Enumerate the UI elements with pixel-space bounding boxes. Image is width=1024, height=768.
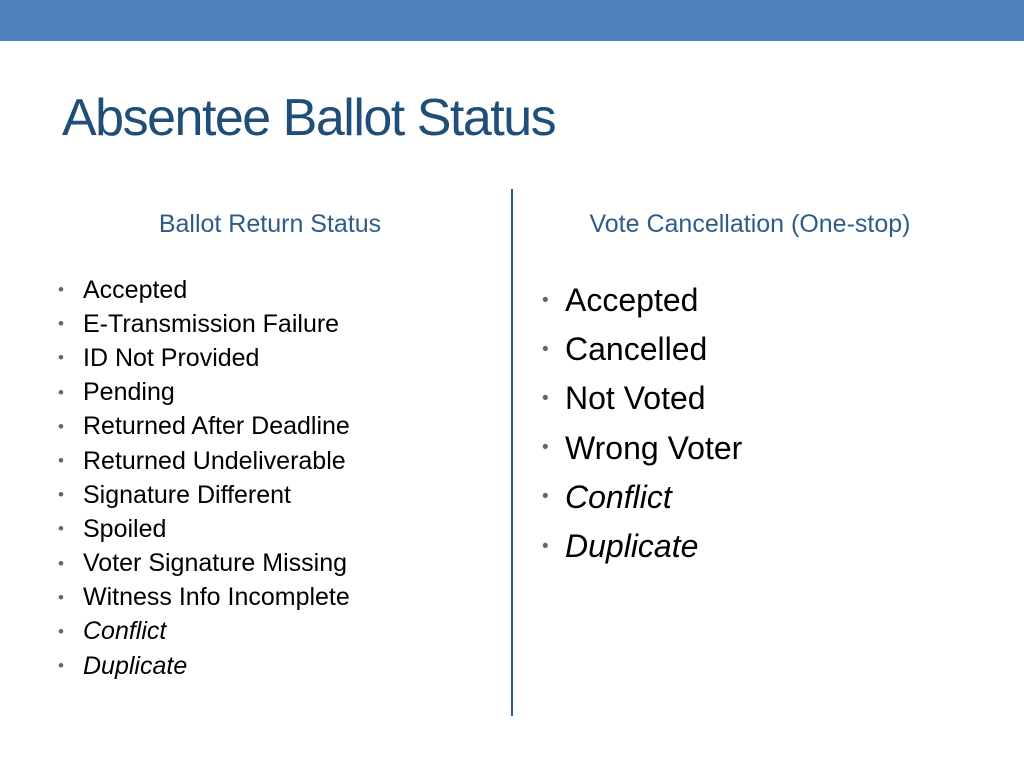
list-item xyxy=(58,307,350,341)
bullet-icon: • xyxy=(58,553,64,573)
list-item xyxy=(58,547,350,581)
list-item xyxy=(542,374,742,423)
bullet-icon: • xyxy=(58,451,64,471)
slide-title: Absentee Ballot Status xyxy=(62,89,556,147)
vote-cancellation-list xyxy=(542,276,742,571)
bullet-icon: • xyxy=(542,387,549,409)
bullet-icon: • xyxy=(58,314,64,334)
list-item-text: Signature Different xyxy=(83,480,291,509)
list-item-text: Wrong Voter xyxy=(565,429,743,466)
list-item xyxy=(542,522,742,571)
top-accent-band xyxy=(0,0,1024,41)
list-item xyxy=(58,478,350,512)
list-item xyxy=(542,325,742,374)
list-item-text: Returned Undeliverable xyxy=(83,446,346,475)
list-item xyxy=(58,376,350,410)
right-column-heading: Vote Cancellation (One-stop) xyxy=(589,210,911,238)
bullet-icon: • xyxy=(58,519,64,539)
list-item xyxy=(58,341,350,375)
list-item xyxy=(58,649,350,683)
list-item-text: ID Not Provided xyxy=(83,343,260,372)
list-item-text: Duplicate xyxy=(565,528,699,565)
list-item xyxy=(58,444,350,478)
bullet-icon: • xyxy=(58,485,64,505)
bullet-icon: • xyxy=(542,338,549,360)
column-divider xyxy=(511,189,513,716)
list-item-text: Duplicate xyxy=(83,651,188,680)
left-column-heading: Ballot Return Status xyxy=(158,210,382,238)
list-item-text: Voter Signature Missing xyxy=(83,549,348,578)
list-item-text: Accepted xyxy=(83,275,188,304)
list-item-text: Conflict xyxy=(565,478,672,515)
list-item xyxy=(58,410,350,444)
list-item-text: Spoiled xyxy=(83,514,167,543)
bullet-icon: • xyxy=(58,621,64,641)
list-item xyxy=(542,473,742,522)
list-item-text: E-Transmission Failure xyxy=(83,309,340,338)
bullet-icon: • xyxy=(542,535,549,557)
bullet-icon: • xyxy=(58,656,64,676)
bullet-icon: • xyxy=(58,416,64,436)
list-item xyxy=(58,581,350,615)
bullet-icon: • xyxy=(58,280,64,300)
list-item xyxy=(542,276,742,325)
bullet-icon: • xyxy=(542,437,549,459)
bullet-icon: • xyxy=(542,486,549,508)
list-item-text: Witness Info Incomplete xyxy=(83,583,350,612)
list-item-text: Conflict xyxy=(83,617,167,646)
list-item-text: Returned After Deadline xyxy=(83,412,350,441)
bullet-icon: • xyxy=(58,587,64,607)
bullet-icon: • xyxy=(542,289,549,311)
list-item xyxy=(58,273,350,307)
list-item-text: Pending xyxy=(83,378,175,407)
ballot-return-status-list xyxy=(58,273,350,683)
list-item xyxy=(58,512,350,546)
list-item xyxy=(542,424,742,473)
list-item xyxy=(58,615,350,649)
bullet-icon: • xyxy=(58,382,64,402)
bullet-icon: • xyxy=(58,348,64,368)
list-item-text: Not Voted xyxy=(565,380,706,417)
list-item-text: Accepted xyxy=(565,282,699,319)
list-item-text: Cancelled xyxy=(565,331,708,368)
